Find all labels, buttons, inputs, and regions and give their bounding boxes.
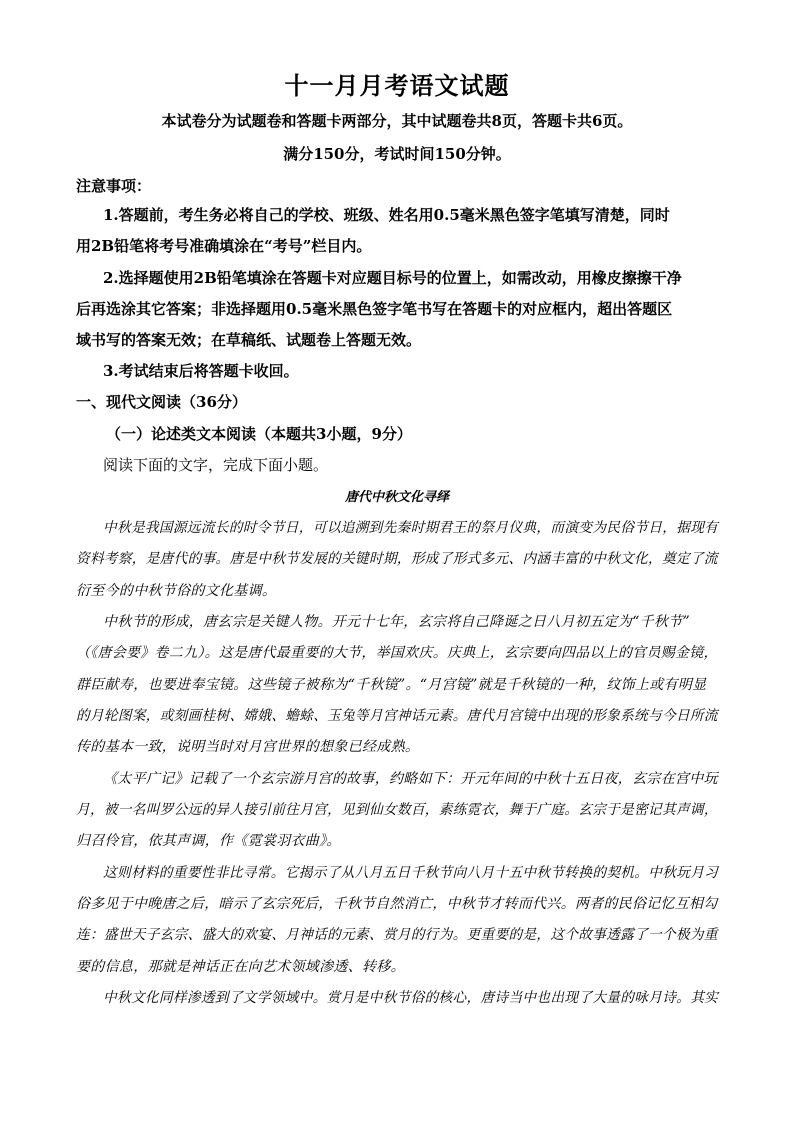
exam-title: 十一月月考语文试题 (284, 71, 510, 100)
article-line: （《唐会要》卷二九）。这是唐代最重要的大节，举国欢庆。庆典上，玄宗要向四品以上的官员赐金镜， (76, 645, 718, 661)
exam-subtitle-score-time: 满分150分，考试时间150分钟。 (283, 145, 511, 163)
article-line: 要的信息，那就是神话正在向艺术领域渗透、转移。 (76, 959, 405, 975)
reading-instruction: 阅读下面的文字，完成下面小题。 (103, 456, 329, 474)
article-line: 中秋是我国源远流长的时令节日，可以追溯到先秦时期君王的祭月仪典，而演变为民俗节日，据现有 (103, 520, 719, 536)
article-line: 的月轮图案，或刻画桂树、嫦娥、蟾蜍、玉兔等月宫神话元素。唐代月宫镜中出现的形象系统与今日所流 (76, 708, 718, 724)
notice-item-2-line-1: 2.选择题使用2B铅笔填涂在答题卡对应题目标号的位置上，如需改动，用橡皮擦擦干净 (103, 269, 682, 287)
article-line: 归召伶官，依其声调，作《霓裳羽衣曲》。 (76, 833, 341, 849)
article-line: 中秋节的形成，唐玄宗是关键人物。开元十七年，玄宗将自己降诞之日八月初五定为“千秋节” (103, 614, 690, 630)
article-title: 唐代中秋文化寻绎 (344, 490, 449, 505)
section-sub-heading: （一）论述类文本阅读（本题共3小题，9分） (106, 425, 412, 443)
article-line: 中秋文化同样渗透到了文学领域中。赏月是中秋节俗的核心，唐诗当中也出现了大量的咏月诗。其实 (103, 990, 719, 1006)
notice-item-1-line-2: 用2B铅笔将考号准确填涂在“考号”栏目内。 (76, 237, 372, 255)
article-line: 月，被一名叫罗公远的异人接引前往月宫，见到仙女数百，素练霓衣，舞于广庭。玄宗于是密记其声调， (76, 802, 718, 818)
notice-item-2-line-3: 域书写的答案无效；在草稿纸、试题卷上答题无效。 (76, 331, 422, 349)
exam-subtitle-structure: 本试卷分为试题卷和答题卡两部分，其中试题卷共8页，答题卡共6页。 (161, 112, 633, 130)
notice-item-2-line-2: 后再选涂其它答案；非选择题用0.5毫米黑色签字笔书写在答题卡的对应框内，超出答题区 (76, 300, 673, 318)
article-line: 衍至今的中秋节俗的文化基调。 (76, 583, 277, 599)
article-line: 资料考察，是唐代的事。唐是中秋节发展的关键时期，形成了形式多元、内涵丰富的中秋文化，奠定了流 (76, 551, 718, 567)
article-line: 这则材料的重要性非比寻常。它揭示了从八月五日千秋节向八月十五中秋节转换的契机。中秋玩月习 (103, 865, 719, 881)
section-heading: 一、现代文阅读（36分） (76, 393, 247, 411)
article-line: 传的基本一致，说明当时对月宫世界的想象已经成熟。 (76, 739, 420, 755)
article-line: 群臣献寿，也要进奉宝镜。这些镜子被称为“千秋镜”。“月宫镜”就是千秋镜的一种，纹饰上或有明显 (76, 677, 707, 693)
article-line: 俗多见于中晚唐之后，暗示了玄宗死后，千秋节自然消亡，中秋节才转而代兴。两者的民俗记忆互相勾 (76, 896, 718, 912)
article-line: 连：盛世天子玄宗、盛大的欢宴、月神话的元素、赏月的行为。更重要的是，这个故事透露了一个极为重 (76, 927, 718, 943)
notice-item-1-line-1: 1.答题前，考生务必将自己的学校、班级、姓名用0.5毫米黑色签字笔填写清楚，同时 (103, 206, 670, 224)
article-line: 《太平广记》记载了一个玄宗游月宫的故事，约略如下：开元年间的中秋十五日夜，玄宗在宫中玩 (103, 771, 718, 787)
notice-heading: 注意事项： (76, 177, 152, 195)
notice-item-3: 3.考试结束后将答题卡收回。 (103, 362, 299, 380)
